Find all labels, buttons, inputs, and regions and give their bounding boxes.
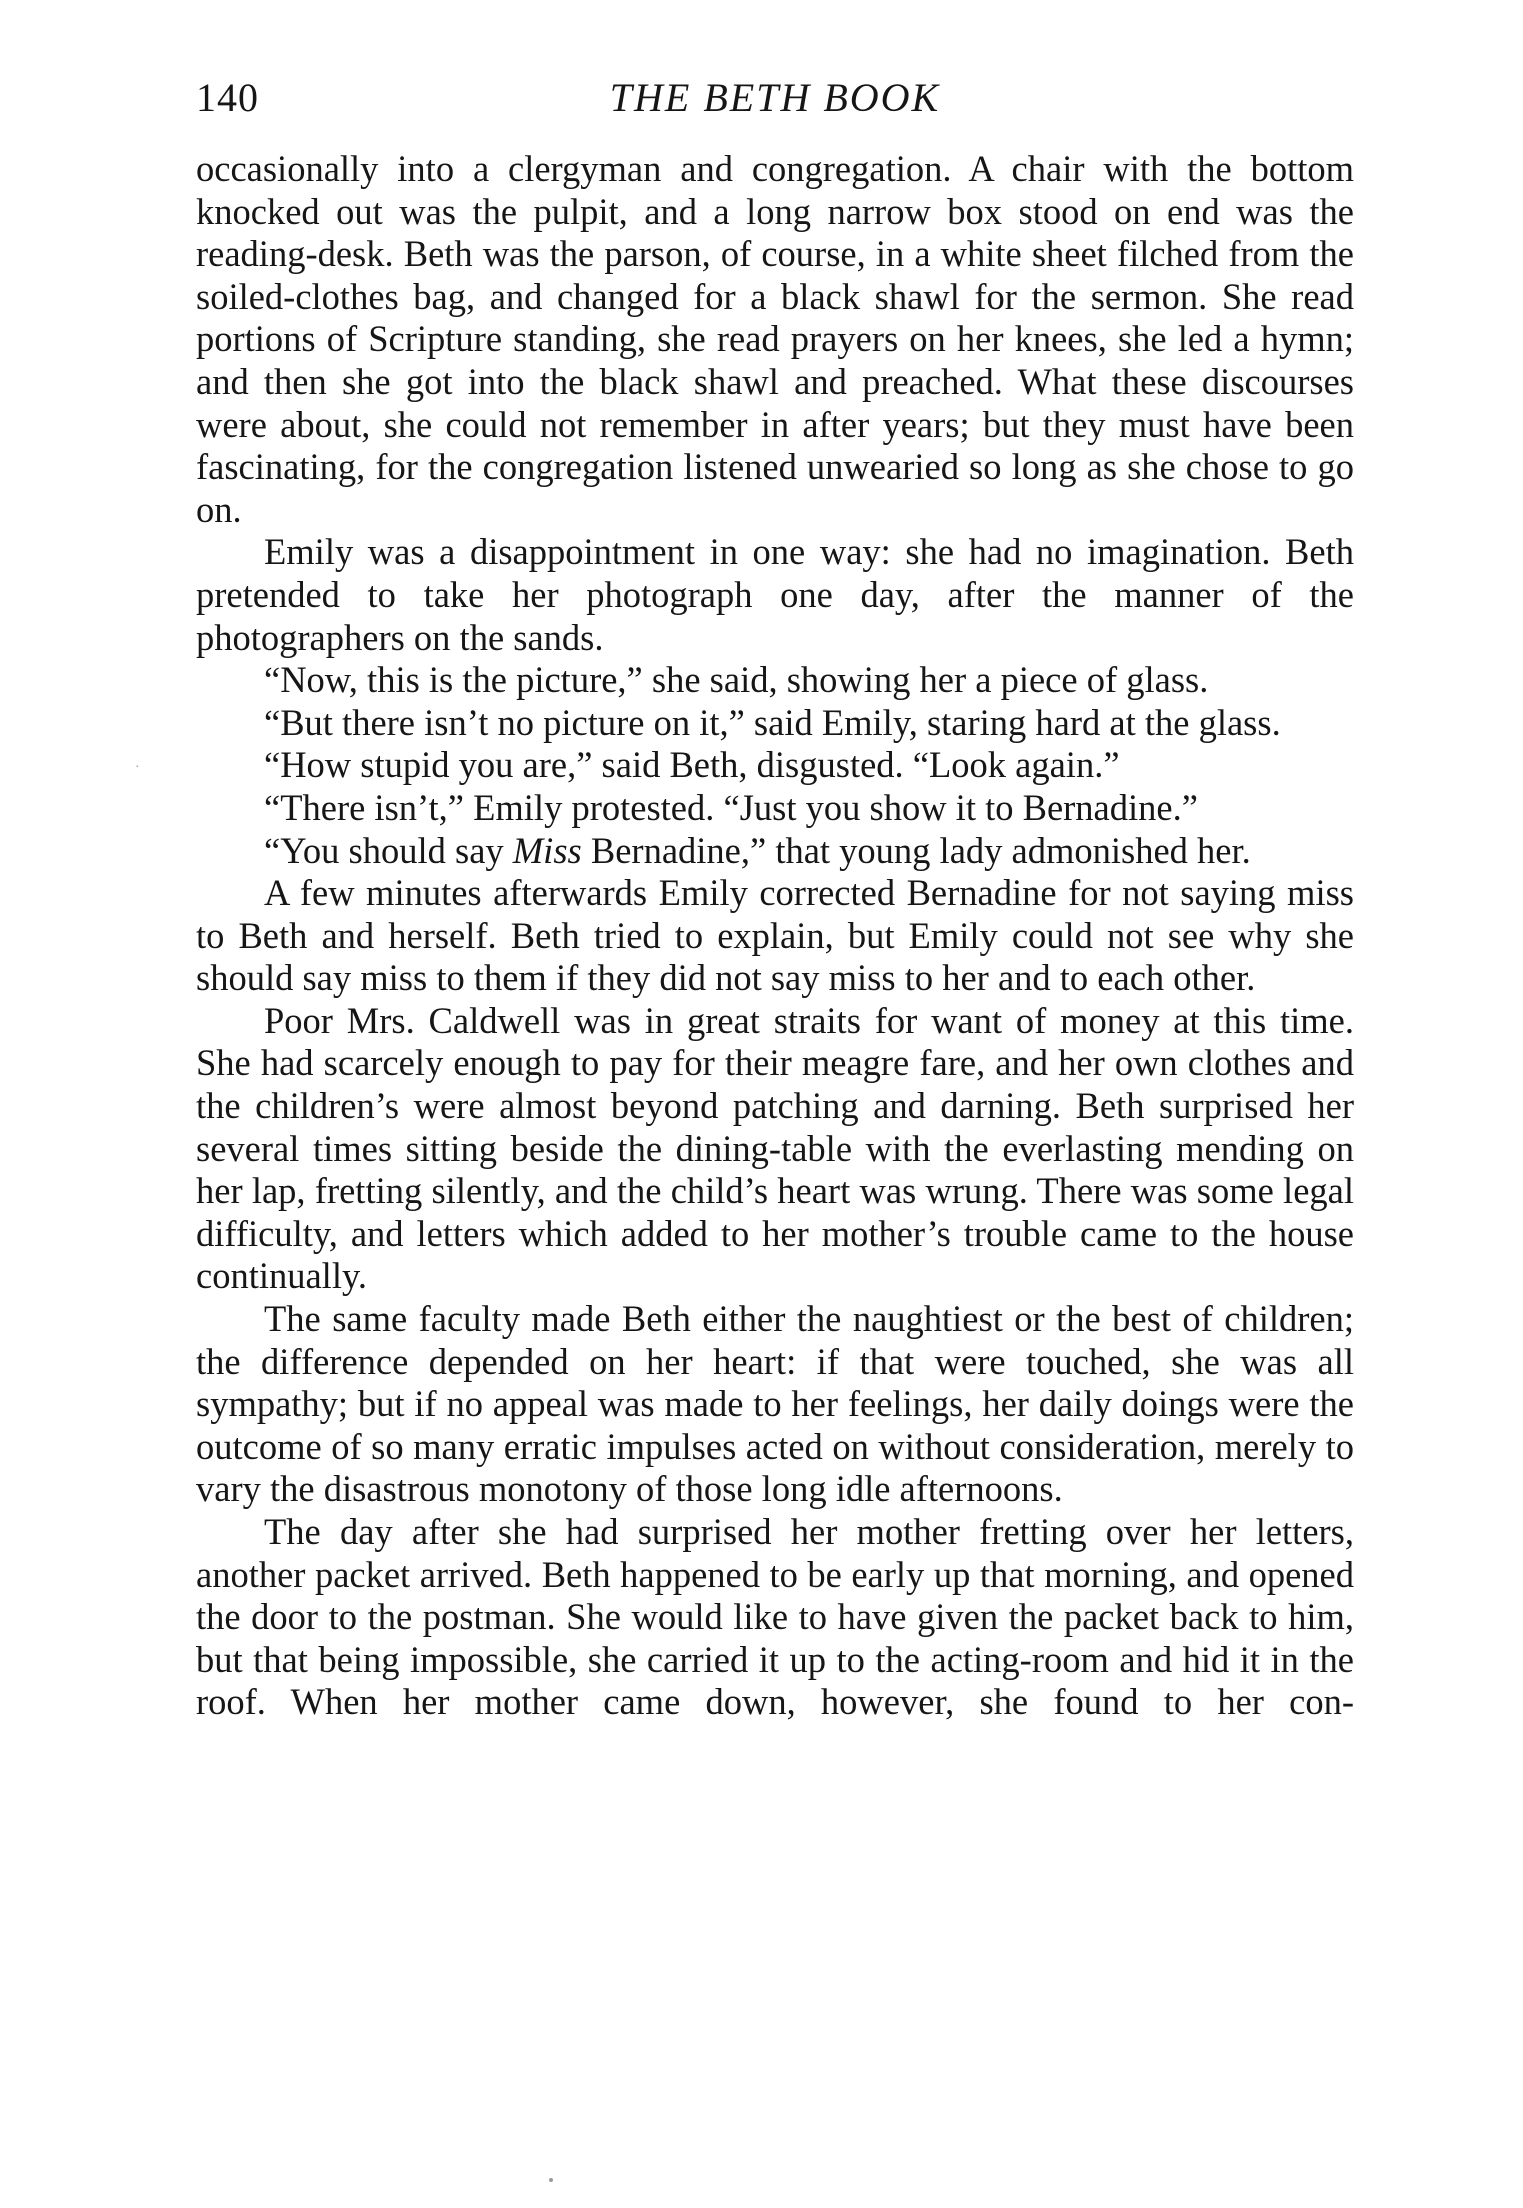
paragraph-clergyman-game: occasionally into a clergyman and congregation. A chair with the bottom knocked out was the pulpit, and a long narrow box stood on end was the reading-desk. Beth was the parson, of course, in a white sheet filched from the soiled-clothes bag, and changed for a black shawl for the sermon. She read portions of Scripture standing, she read prayers on her knees, she led a hymn; and then she got into the black shawl and preached. What these discourses were about, she could not remember in after years; but they must have been fascinating, for the congregation listened unwearied so long as she chose to go on. xyxy=(196,148,1354,530)
paragraph-miss-bernadine xyxy=(196,830,1354,873)
page-speck: · xyxy=(135,760,140,775)
book-title: THE BETH BOOK xyxy=(609,75,941,120)
page-number: 140 xyxy=(196,75,259,120)
miss-quote-end: Bernadine,” that young lady admonished her. xyxy=(581,829,1251,871)
paragraph-picture-quote: “Now, this is the picture,” she said, showing her a piece of glass. xyxy=(264,659,1209,701)
paragraph-no-picture-quote: “But there isn’t no picture on it,” said Emily, staring hard at the glass. xyxy=(264,701,1281,743)
paragraph-emily-corrected: A few minutes afterwards Emily corrected Bernadine for not saying miss to Beth and herself. Beth tried to explain, but Emily could not see why she should say miss to them if they did not say miss to her and to each other. xyxy=(196,872,1354,999)
paragraph-packet-arrived: The day after she had surprised her mother fretting over her letters, another packet arrived. Beth happened to be early up that morning, and opened the door to the postman. She would like to have given the packet back to him, but that being impossible, she carried it up to the acting-room and hid it in the roof. When her mother came down, however, she found to her con- xyxy=(196,1511,1354,1723)
bottom-speck xyxy=(549,2178,553,2182)
paragraph-there-isnt-quote: “There isn’t,” Emily protested. “Just you show it to Bernadine.” xyxy=(264,786,1198,828)
running-head xyxy=(196,68,1354,128)
paragraph-emily-disappointment: Emily was a disappointment in one way: she had no imagination. Beth pretended to take her photograph one day, after the manner of the photographers on the sands. xyxy=(196,531,1354,658)
miss-emphasis: Miss xyxy=(512,829,582,871)
paragraph-stupid-quote: “How stupid you are,” said Beth, disgusted. “Look again.” xyxy=(264,744,1120,786)
miss-quote-start: “You should say xyxy=(264,829,513,871)
paragraph-mrs-caldwell: Poor Mrs. Caldwell was in great straits for want of money at this time. She had scarcely enough to pay for their meagre fare, and her own clothes and the children’s were almost beyond patching and darning. Beth surprised her several times sitting beside the dining-table with the everlasting mending on her lap, fretting silently, and the child’s heart was wrung. There was some legal difficulty, and letters which added to her mother’s trouble came to the house continually. xyxy=(196,999,1354,1297)
paragraph-same-faculty: The same faculty made Beth either the naughtiest or the best of children; the difference depended on her heart: if that were touched, she was all sympathy; but if no appeal was made to her feelings, her daily doings were the outcome of so many erratic impulses acted on without consideration, merely to vary the disastrous monotony of those long idle afternoons. xyxy=(196,1298,1354,1510)
body-text xyxy=(196,148,1354,1724)
